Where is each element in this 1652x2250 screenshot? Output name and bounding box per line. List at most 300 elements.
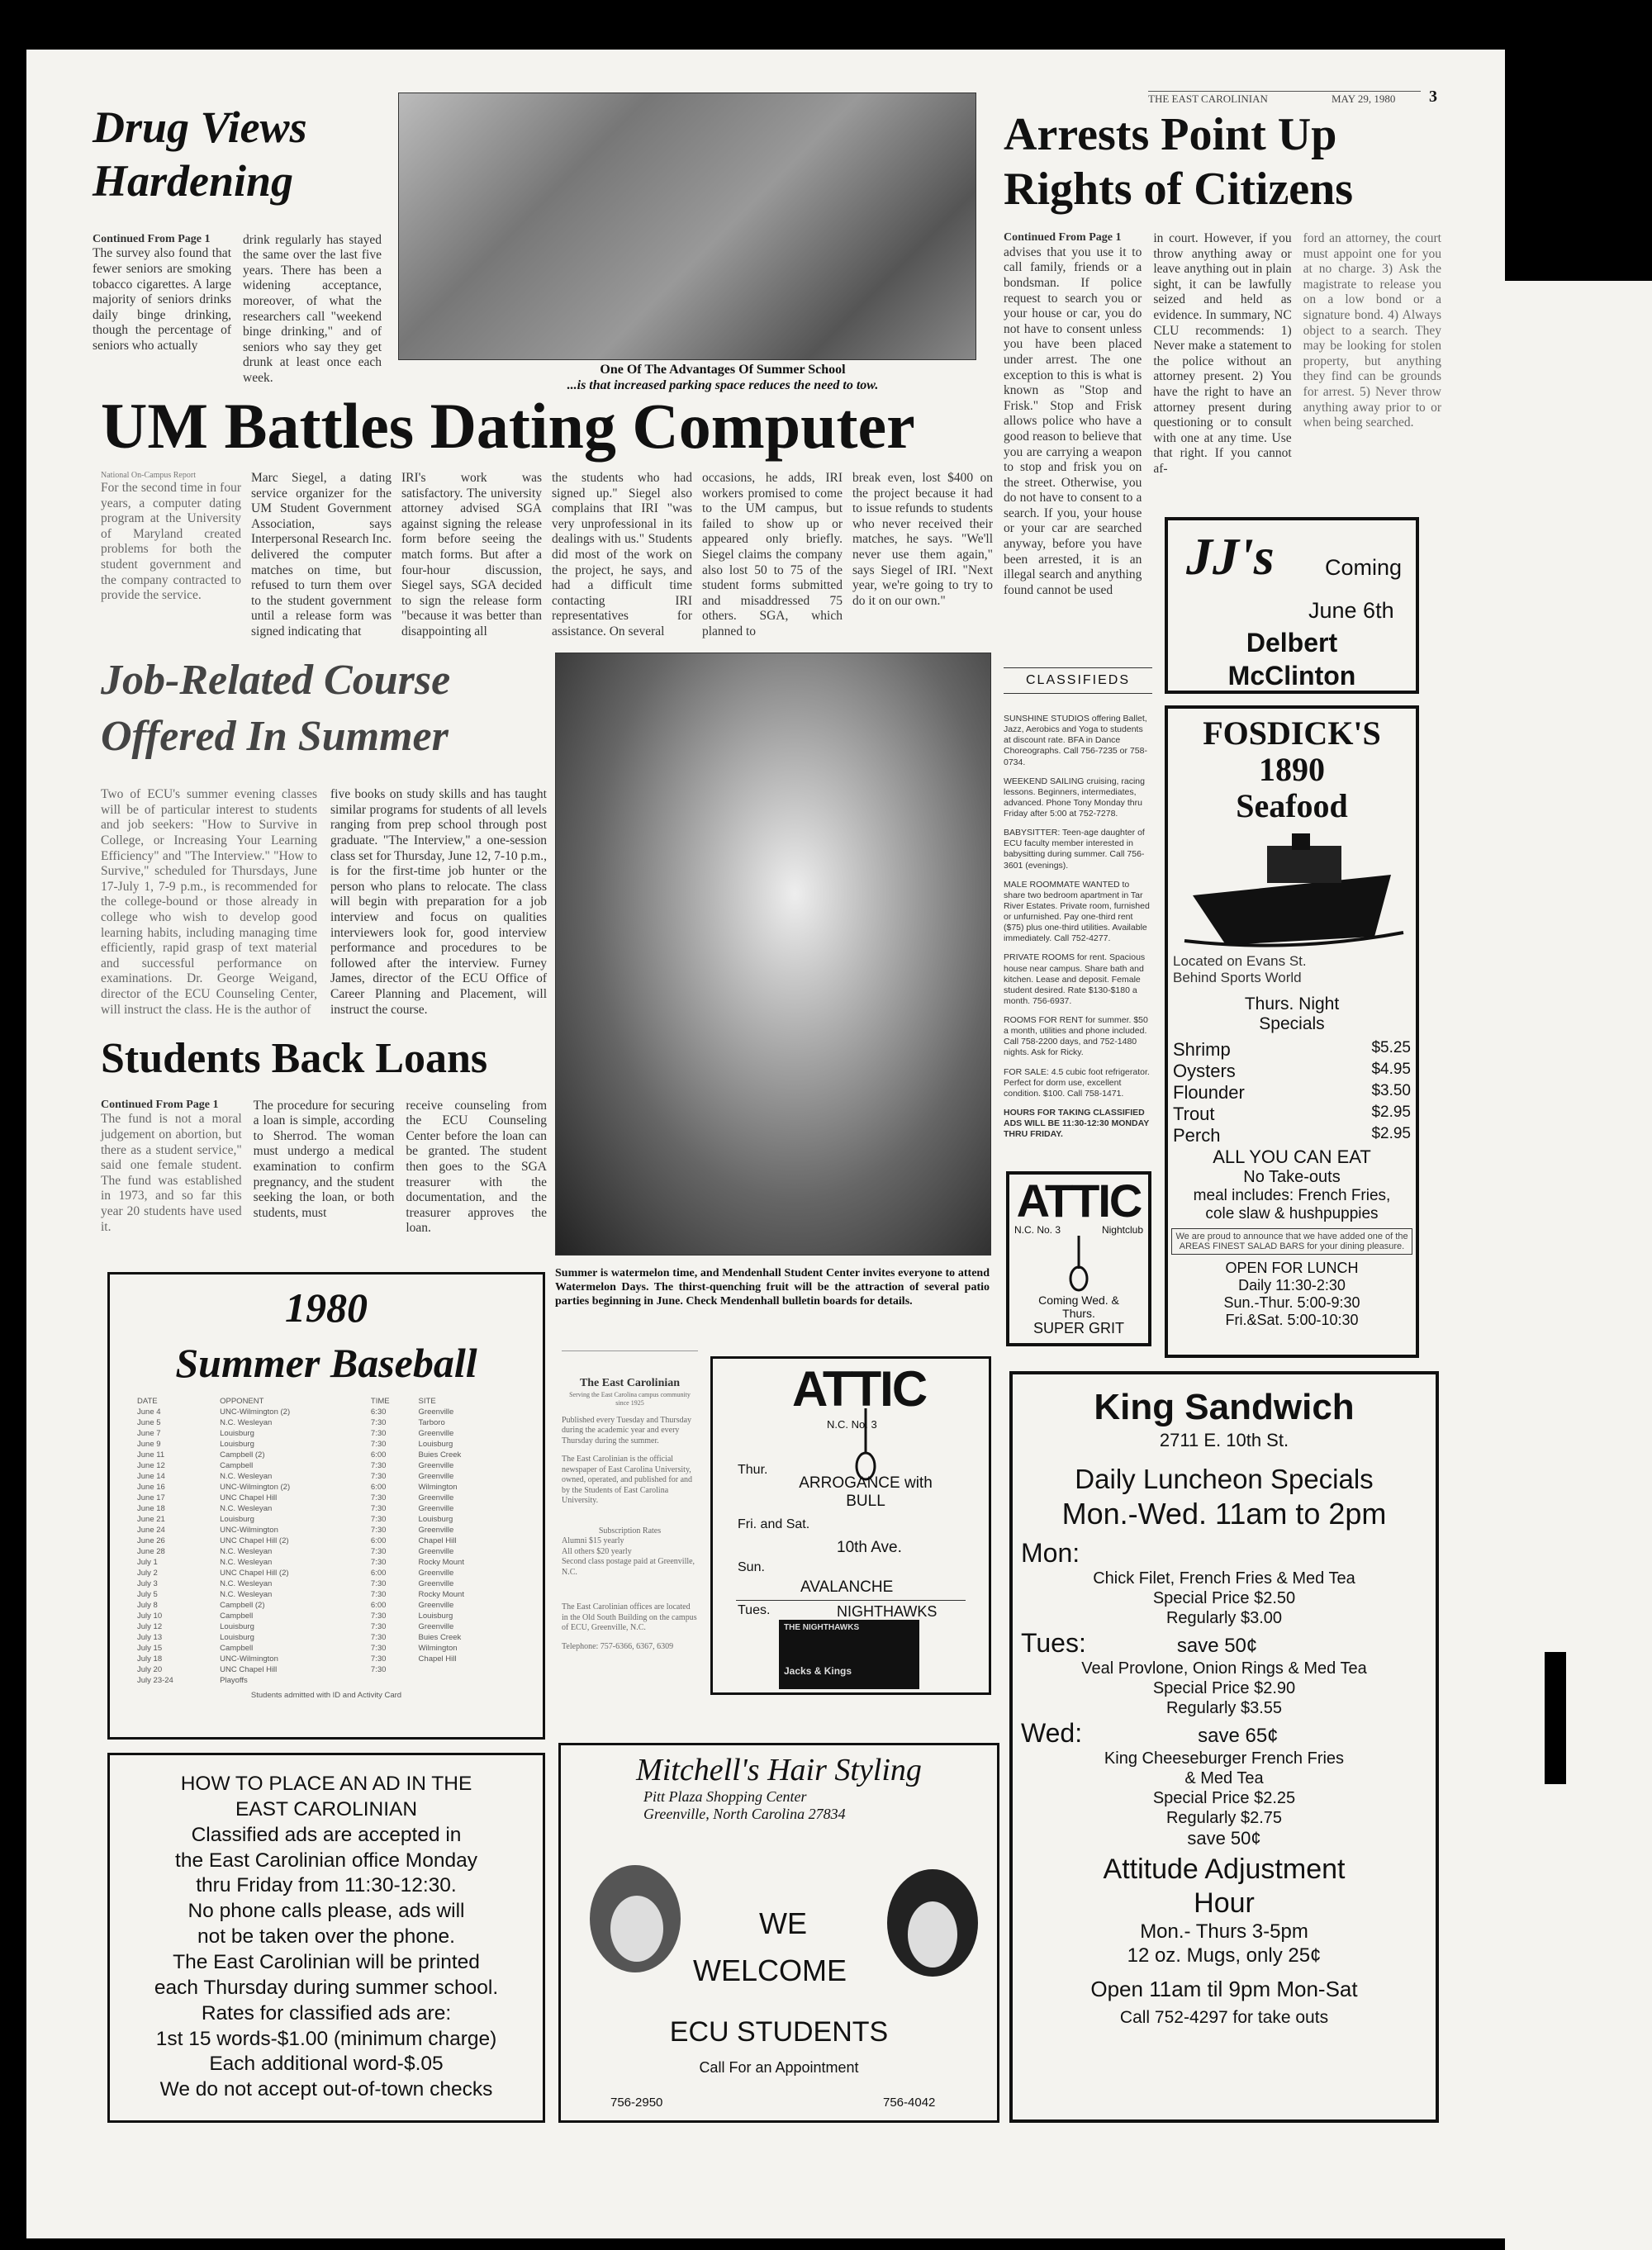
king-attitude1: Attitude Adjustment	[1103, 1854, 1346, 1886]
um-col4: the students who had signed up." Siegel also complains that IRI "was very unprofessional in its dealings with us." Students did most of the work on the project, he says, and had a difficult time contacting IRI representatives for assistance. On several	[552, 471, 692, 638]
row-time: 7:30	[370, 1558, 387, 1567]
row-date: June 28	[137, 1547, 165, 1556]
attic-small-band: SUPER GRIT	[1032, 1320, 1124, 1336]
fosdick-loc2: Behind Sports World	[1173, 970, 1302, 985]
row-opponent: N.C. Wesleyan	[220, 1579, 273, 1588]
fosdick-includes2: cole slaw & hushpuppies	[1205, 1205, 1379, 1222]
fosdick-loc1: Located on Evans St.	[1173, 953, 1307, 969]
howto-lines	[110, 1772, 543, 2103]
row-date: June 21	[137, 1515, 165, 1524]
delbert-ad	[1165, 517, 1419, 694]
row-time: 6:00	[370, 1569, 387, 1578]
king-wed-reg: Regularly $2.75	[1165, 1808, 1283, 1827]
noose-icon	[849, 1408, 882, 1483]
row-site: Louisburg	[418, 1612, 453, 1621]
row-date: July 15	[137, 1644, 163, 1653]
fosdick-ad	[1165, 705, 1419, 1358]
attic-small-coming2: Thurs.	[1062, 1307, 1095, 1320]
schedule-body	[135, 1407, 518, 1686]
king-addr: 2711 E. 10th St.	[1159, 1429, 1289, 1450]
schedule-row	[135, 1557, 518, 1568]
row-opponent: Playoffs	[220, 1676, 248, 1685]
nighthawks-album	[779, 1620, 919, 1689]
row-date: June 5	[137, 1418, 161, 1427]
um-col3: IRI's work was satisfactory. The university attorney advised SGA against signing the release form before seeing the match forms. But after a four-hour discussion, Siegel says, SGA decided to sign the release form "because it was better than disappointing all	[401, 471, 542, 638]
row-time: 7:30	[370, 1504, 387, 1513]
menu-price: $5.25	[1371, 1039, 1411, 1056]
row-date: July 12	[137, 1622, 163, 1631]
watermelon-photo	[555, 653, 991, 1256]
row-opponent: N.C. Wesleyan	[220, 1590, 273, 1599]
menu-price: $3.50	[1371, 1082, 1411, 1099]
caption-title: One Of The Advantages Of Summer School	[600, 363, 846, 377]
menu-row	[1173, 1039, 1411, 1061]
row-site: Rocky Mount	[418, 1558, 464, 1567]
mitchell-addr2: Greenville, North Carolina 27834	[643, 1806, 846, 1822]
row-time: 6:00	[370, 1483, 387, 1492]
fosdick-hours3: Fri.&Sat. 5:00-10:30	[1225, 1312, 1359, 1328]
row-time: 7:30	[370, 1429, 387, 1438]
howto-line: not be taken over the phone.	[197, 1925, 455, 1949]
mitchell-ad	[558, 1743, 999, 2123]
row-date: June 24	[137, 1526, 165, 1535]
row-time: 6:00	[370, 1601, 387, 1610]
um-headline: UM Battles Dating Computer	[101, 390, 915, 462]
row-time: 7:30	[370, 1612, 387, 1621]
mitchell-phone2: 756-4042	[883, 2096, 936, 2110]
schedule-row	[135, 1589, 518, 1600]
drug-col1: The survey also found that fewer seniors are smoking tobacco cigarettes. A large majority of seniors drinks daily binge drinking, though the percentage of seniors who actually	[93, 246, 231, 353]
king-call: Call 752-4297 for take outs	[1119, 2007, 1329, 2027]
row-time: 7:30	[370, 1665, 387, 1674]
row-opponent: N.C. Wesleyan	[220, 1418, 273, 1427]
row-time: 7:30	[370, 1515, 387, 1524]
row-time: 7:30	[370, 1418, 387, 1427]
menu-row	[1173, 1061, 1411, 1082]
row-date: June 26	[137, 1536, 165, 1545]
row-date: June 14	[137, 1472, 165, 1481]
schedule-row	[135, 1632, 518, 1643]
baseball-footer: Students admitted with ID and Activity Card	[250, 1691, 402, 1700]
row-time: 7:30	[370, 1579, 387, 1588]
page-number: 3	[1429, 88, 1437, 106]
loans-article	[101, 1037, 547, 1237]
baseball-schedule	[107, 1272, 545, 1740]
row-site: Greenville	[418, 1493, 454, 1502]
king-sandwich-ad	[1009, 1371, 1439, 2123]
king-title: King Sandwich	[1094, 1387, 1355, 1427]
row-date: July 1	[137, 1558, 158, 1567]
schedule-row	[135, 1621, 518, 1632]
menu-row	[1173, 1104, 1411, 1125]
um-col2: Marc Siegel, a dating service organizer for the UM Student Government Association, says Interpersonal Research Inc. delivered the computer matches on time, but refused to turn them over to the student government until a release form was signed indicating that	[251, 471, 392, 638]
row-date: July 8	[137, 1601, 158, 1610]
arrests-col1: advises that you use it to call family, friends or a bondsman. If police request to search you or your house or car, you do not have to consent unless you have been placed under arrest. The one exception to this is what is known as "Stop and Frisk." Stop and Frisk allows police who have a good reason to believe that you are carrying a weapon to stop and frisk you on the street. Otherwise, you do not have to consent to a search. If you, your house or your car are searched anyway, before you have been arrested, it is an illegal search and anything found cannot be used	[1004, 244, 1142, 597]
king-wed-save2: save 50¢	[1187, 1827, 1261, 1849]
king-mon-reg: Regularly $3.00	[1165, 1608, 1283, 1627]
scan-mark	[1545, 1652, 1566, 1784]
attic-sun-band: AVALANCHE	[800, 1578, 894, 1596]
row-site: Greenville	[418, 1569, 454, 1578]
job-col1: Two of ECU's summer evening classes will be of particular interest to students and job seekers: "How to Survive in College, or Increasing Your Learning Efficiency" and "The Interview." "How to Survive," scheduled for Thursdays, June 17-July 1, 7-9 p.m., is recommended for the college-bound or those already in college who wish to develop good learning habits, including managing time efficiently, rapid grasp of text material and successful performance on examinations. Dr. George Weigand, director of the ECU Counseling Center, will instruct the class. He is the author of	[101, 787, 317, 1017]
schedule-row	[135, 1514, 518, 1525]
king-open: Open 11am til 9pm Mon-Sat	[1090, 1976, 1358, 2001]
fosdick-menu	[1168, 1034, 1416, 1146]
king-tues-reg: Regularly $3.55	[1165, 1698, 1283, 1717]
howto-line: EAST CAROLINIAN	[235, 1797, 418, 1820]
row-time	[368, 1675, 416, 1686]
schedule-row	[135, 1568, 518, 1578]
menu-row	[1173, 1125, 1411, 1146]
attic-ad	[710, 1356, 991, 1695]
row-opponent: N.C. Wesleyan	[220, 1472, 273, 1481]
schedule-row	[135, 1600, 518, 1611]
album-top: THE NIGHTHAWKS	[784, 1623, 860, 1632]
boat-icon	[1168, 829, 1416, 953]
classified-item: SUNSHINE STUDIOS offering Ballet, Jazz, Aerobics and Yoga to students at discount rate. BFA in Dance Choreographs. Call 756-7235 or 758-0734.	[1004, 714, 1147, 767]
row-site: Wilmington	[418, 1483, 458, 1492]
album-bottom: Jacks & Kings	[784, 1665, 852, 1677]
row-opponent: Louisburg	[220, 1429, 254, 1438]
howto-line: Each additional word-$.05	[209, 2053, 444, 2076]
row-time: 7:30	[370, 1547, 387, 1556]
classifieds	[1004, 667, 1152, 1148]
row-site: Greenville	[418, 1407, 454, 1417]
arrests-col2: in court. However, if you throw anything away or leave anything out in plain sight, it can be lawfully seized and held as evidence. In summary, NC CLU recommends: 1) Never make a statement to the police without an attorney present. 2) You have the right to have an attorney present during questioning or to consult with one at any time. Use that right. If you cannot af-	[1153, 231, 1292, 476]
king-wed-item2: & Med Tea	[1184, 1768, 1264, 1787]
fosdick-seafood: Seafood	[1236, 787, 1348, 824]
row-date: June 9	[137, 1440, 161, 1449]
masthead	[562, 1350, 698, 1652]
menu-price: $4.95	[1371, 1061, 1411, 1078]
classified-item: MALE ROOMMATE WANTED to share two bedroom apartment in Tar River Estates. Private room, furnished or unfurnished. Pay one-third rent ($75) plus one-third utilities. Available immediately. Call 752-4277.	[1004, 879, 1150, 944]
row-date: June 16	[137, 1483, 165, 1492]
row-opponent: Campbell	[220, 1644, 254, 1653]
arrests-col3: ford an attorney, the court must appoint one for you at no charge. 3) Ask the magistrate to release you on a low bond or a signature bond. 4) Always object to a search. They may be looking for stolen property, but anything they find can be grounds for arrest. 5) Never throw anything away prior to or when being searched.	[1303, 231, 1441, 430]
king-att-hours: Mon.- Thurs 3-5pm	[1140, 1920, 1308, 1943]
row-time: 7:30	[370, 1461, 387, 1470]
menu-price: $2.95	[1371, 1104, 1411, 1121]
masthead-sub: Serving the East Carolina campus community since 1925	[569, 1390, 691, 1407]
howto-line: The East Carolinian will be printed	[173, 1951, 480, 1974]
attic-fri: Fri. and Sat.	[738, 1517, 810, 1531]
king-attitude2: Hour	[1194, 1887, 1255, 1920]
row-opponent: Campbell	[220, 1461, 254, 1470]
row-site: Rocky Mount	[418, 1590, 464, 1599]
col-time: TIME	[370, 1397, 390, 1406]
row-time: 7:30	[370, 1622, 387, 1631]
howto-ad	[107, 1753, 545, 2123]
classified-item: ROOMS FOR RENT for summer. $50 a month, utilities and phone included. Call 758-2200 days, and 752-1480 nights. Ask for Ricky.	[1004, 1015, 1148, 1058]
fosdick-name: FOSDICK'S	[1203, 714, 1381, 752]
row-site: Louisburg	[418, 1515, 453, 1524]
row-site: Greenville	[418, 1461, 454, 1470]
row-date: June 17	[137, 1493, 165, 1502]
loans-continued: Continued From Page 1	[101, 1098, 219, 1111]
row-opponent: N.C. Wesleyan	[220, 1504, 273, 1513]
drug-article	[93, 101, 382, 387]
schedule-row	[135, 1611, 518, 1621]
row-site: Buies Creek	[418, 1450, 462, 1460]
arrests-continued: Continued From Page 1	[1004, 231, 1122, 244]
classified-item: FOR SALE: 4.5 cubic foot refrigerator. Perfect for dorm use, excellent condition. $100. Call 758-1471.	[1004, 1066, 1150, 1099]
loans-headline: Students Back Loans	[101, 1035, 488, 1082]
delbert-date: June 6th	[1308, 598, 1394, 623]
row-site: Buies Creek	[418, 1633, 462, 1642]
king-att-mugs: 12 oz. Mugs, only 25¢	[1127, 1944, 1322, 1967]
row-opponent: UNC Chapel Hill (2)	[220, 1536, 289, 1545]
row-opponent: Campbell (2)	[220, 1601, 265, 1610]
header-rule	[1148, 91, 1421, 92]
row-site: Chapel Hill	[418, 1536, 457, 1545]
attic-sub: N.C. No. 3	[827, 1418, 877, 1431]
row-site	[416, 1664, 518, 1675]
row-site	[416, 1675, 518, 1686]
row-date: July 18	[137, 1654, 163, 1664]
row-date: July 23-24	[137, 1676, 173, 1685]
schedule-row	[135, 1450, 518, 1460]
classified-item: WEEKEND SAILING cruising, racing lessons. Beginners, intermediates, advanced. Phone Tony Monday thru Friday after 5:00 at 752-7278.	[1004, 776, 1145, 819]
col-date: DATE	[137, 1397, 158, 1406]
row-site: Greenville	[418, 1526, 454, 1535]
fosdick-year: 1890	[1259, 751, 1325, 788]
row-site: Wilmington	[418, 1644, 458, 1653]
attic-band1: ARROGANCE with BULL	[799, 1474, 933, 1510]
drug-headline: Drug Views Hardening	[93, 102, 307, 206]
page-edge	[1505, 281, 1652, 2250]
attic-small-left: N.C. No. 3	[1014, 1224, 1061, 1236]
masthead-title: The East Carolinian	[562, 1350, 698, 1391]
king-wed-save: save 65¢	[1198, 1724, 1279, 1747]
header-paper: THE EAST CAROLINIAN	[1148, 93, 1268, 105]
row-site: Greenville	[418, 1472, 454, 1481]
mitchell-name: Mitchell's Hair Styling	[636, 1753, 922, 1787]
delbert-coming: Coming	[1325, 555, 1403, 580]
king-mon-item: Chick Filet, French Fries & Med Tea	[1093, 1569, 1355, 1588]
row-opponent: Campbell (2)	[220, 1450, 265, 1460]
drug-col2: drink regularly has stayed the same over the last five years. There has been a widening acceptance, moreover, of what the researchers call "weekend binge drinking," and of seniors who say they get drunk at least once each week.	[243, 232, 382, 385]
schedule-row	[135, 1536, 518, 1546]
classified-item: HOURS FOR TAKING CLASSIFIED ADS WILL BE 11:30-12:30 MONDAY THRU FRIDAY.	[1004, 1107, 1150, 1140]
mitchell-we: WE	[759, 1906, 807, 1940]
attic-small-right: Nightclub	[1101, 1224, 1143, 1236]
col-site: SITE	[418, 1397, 436, 1406]
schedule-row	[135, 1503, 518, 1514]
row-date: June 4	[137, 1407, 161, 1417]
row-date: June 7	[137, 1429, 161, 1438]
fosdick-includes1: meal includes: French Fries,	[1193, 1187, 1391, 1204]
schedule-row	[135, 1643, 518, 1654]
fosdick-hours2: Sun.-Thur. 5:00-9:30	[1223, 1294, 1360, 1311]
drug-continued: Continued From Page 1	[93, 232, 211, 245]
schedule-row	[135, 1428, 518, 1439]
schedule-header	[135, 1396, 518, 1407]
row-time: 7:30	[370, 1440, 387, 1449]
masthead-p3: The East Carolinian offices are located in the Old South Building on the campus of ECU, Greenville, N.C.	[562, 1602, 697, 1632]
row-time: 7:30	[370, 1644, 387, 1653]
howto-line: Rates for classified ads are:	[201, 2001, 452, 2025]
row-opponent: UNC-Wilmington (2)	[220, 1407, 291, 1417]
attic-logo: ATTIC	[792, 1361, 927, 1417]
attic-small-logo: ATTIC	[1016, 1175, 1142, 1227]
row-time: 7:30	[370, 1590, 387, 1599]
menu-item: Perch	[1173, 1125, 1221, 1146]
woman-portrait-right	[883, 1865, 990, 1989]
watermelon-caption: Summer is watermelon time, and Mendenhall Student Center invites everyone to attend Watermelon Days. The thirst-quenching fruit will be the attraction of several patio parties beginning in June. Check Mendenhall bulletin boards for details.	[555, 1267, 990, 1308]
masthead-rates2: All others $20 yearly	[562, 1546, 632, 1556]
row-time: 6:00	[370, 1536, 387, 1545]
attic-small-coming1: Coming Wed. &	[1038, 1294, 1119, 1307]
schedule-row	[135, 1578, 518, 1589]
attic-divider	[736, 1600, 966, 1601]
fosdick-notakeouts: No Take-outs	[1243, 1168, 1341, 1186]
fosdick-lunch: OPEN FOR LUNCH	[1225, 1260, 1359, 1276]
row-time: 7:30	[370, 1633, 387, 1642]
king-tues: Tues:	[1021, 1627, 1086, 1658]
row-date: July 20	[137, 1665, 163, 1674]
row-opponent: UNC Chapel Hill	[220, 1665, 278, 1674]
woman-portrait-left	[577, 1861, 685, 1985]
schedule-row	[135, 1546, 518, 1557]
attic-sun: Sun.	[738, 1560, 765, 1574]
caption-text: ...is that increased parking space reduces the need to tow.	[567, 378, 879, 393]
attic-thur: Thur.	[738, 1463, 768, 1477]
parking-photo	[398, 93, 976, 360]
attic-fri-band: 10th Ave.	[837, 1539, 902, 1556]
menu-item: Oysters	[1173, 1061, 1236, 1081]
arrests-article	[1004, 107, 1458, 216]
row-opponent: Louisburg	[220, 1515, 254, 1524]
row-date: July 2	[137, 1569, 158, 1578]
row-site: Tarboro	[418, 1418, 445, 1427]
job-article	[101, 653, 547, 1018]
king-wed: Wed:	[1021, 1717, 1083, 1748]
menu-price: $2.95	[1371, 1125, 1411, 1142]
row-opponent: Louisburg	[220, 1633, 254, 1642]
mitchell-phone1: 756-2950	[610, 2096, 663, 2110]
um-col1: For the second time in four years, a computer dating program at the University of Maryland created problems for both the student government and the company contracted to provide the service.	[101, 481, 241, 603]
row-date: June 11	[137, 1450, 165, 1460]
howto-line: Classified ads are accepted in	[191, 1823, 462, 1846]
row-site: Greenville	[418, 1622, 454, 1631]
row-site: Greenville	[418, 1504, 454, 1513]
king-tues-item: Veal Provlone, Onion Rings & Med Tea	[1081, 1659, 1367, 1678]
row-opponent: UNC-Wilmington	[220, 1526, 278, 1535]
row-time: 6:00	[370, 1450, 387, 1460]
schedule-row	[135, 1654, 518, 1664]
king-tues-save: save 50¢	[1176, 1634, 1258, 1657]
row-opponent: Campbell	[220, 1612, 254, 1621]
mitchell-addr1: Pitt Plaza Shopping Center	[643, 1788, 807, 1805]
um-body	[101, 471, 993, 640]
attic-tues-band: NIGHTHAWKS	[837, 1603, 938, 1620]
howto-line: HOW TO PLACE AN AD IN THE	[180, 1773, 472, 1795]
fosdick-salad: We are proud to announce that we have added one of the AREAS FINEST SALAD BARS for your dining pleasure.	[1171, 1228, 1412, 1255]
masthead-p2: The East Carolinian is the official newspaper of East Carolina University, owned, operated, and published for and by the Students of East Carolina University.	[562, 1455, 693, 1505]
baseball-title: Summer Baseball	[175, 1339, 477, 1386]
row-time: 6:30	[370, 1407, 387, 1417]
delbert-name2: McClinton	[1227, 661, 1356, 691]
row-date: July 5	[137, 1590, 158, 1599]
mitchell-students: ECU STUDENTS	[669, 2016, 889, 2048]
col-opponent: OPPONENT	[220, 1397, 264, 1406]
loans-col1: The fund is not a moral judgement on abortion, but there as a student service," said one female student. The fund was established in 1973, and so far this year 20 students have used it.	[101, 1112, 242, 1234]
king-daily: Daily Luncheon Specials	[1075, 1464, 1374, 1495]
schedule-row	[135, 1407, 518, 1417]
row-date: July 3	[137, 1579, 158, 1588]
um-col6: break even, lost $400 on the project because it had to issue refunds to students who never received their matches, he says. "We'll never use them again," says Siegel of IRI. "Next year, we're going to try to do it on our own."	[852, 471, 993, 608]
fosdick-specials1: Thurs. Night	[1244, 994, 1340, 1013]
noose-icon	[1062, 1236, 1095, 1294]
menu-item: Shrimp	[1173, 1039, 1231, 1060]
classified-list	[1004, 714, 1152, 1140]
row-time: 7:30	[370, 1493, 387, 1502]
row-date: July 13	[137, 1633, 163, 1642]
schedule-table	[110, 1384, 543, 1700]
attic-tues: Tues.	[738, 1603, 771, 1617]
schedule-row	[135, 1471, 518, 1482]
schedule-row	[135, 1417, 518, 1428]
classified-item: BABYSITTER: Teen-age daughter of ECU faculty member interested in babysitting during summer. Call 756-3601 (evenings).	[1004, 828, 1145, 871]
fosdick-specials2: Specials	[1259, 1014, 1325, 1033]
classified-item: PRIVATE ROOMS for rent. Spacious house near campus. Share bath and kitchen. Lease and deposit. Female student desired. Rate $130-$180 a month. 756-6937.	[1004, 952, 1146, 1006]
row-site: Greenville	[418, 1547, 454, 1556]
parking-caption	[463, 362, 983, 393]
howto-line: the East Carolinian office Monday	[175, 1849, 477, 1872]
job-col2: five books on study skills and has taught similar programs for students of all levels ranging from prep school through post graduate. "The Interview," a one-session class set for Thursday, June 12, 7-10 p.m., is for the first-time job hunter or the person who plans to relocate. The class will begin with preparation for a job interview and focus on qualities interviewers look for, good interview performance and procedures to be followed after the interview. Furney James, director of the ECU Office of Career Planning and Placement, will instruct the course.	[330, 787, 547, 1017]
masthead-rates3: Second class postage paid at Greenville, N.C.	[562, 1557, 695, 1577]
schedule-row	[135, 1525, 518, 1536]
menu-item: Trout	[1173, 1104, 1215, 1124]
menu-row	[1173, 1082, 1411, 1104]
loans-col3: receive counseling from the ECU Counseling Center before the loan can be granted. The student then goes to the SGA treasurer with the documentation, and the treasurer approves the loan.	[406, 1098, 548, 1236]
schedule-row	[135, 1493, 518, 1503]
row-opponent: N.C. Wesleyan	[220, 1547, 273, 1556]
menu-item: Flounder	[1173, 1082, 1245, 1103]
row-opponent: Louisburg	[220, 1440, 254, 1449]
fosdick-hours1: Daily 11:30-2:30	[1238, 1277, 1346, 1294]
delbert-name1: Delbert	[1246, 628, 1338, 657]
um-byline: National On-Campus Report	[101, 471, 196, 480]
row-opponent: UNC-Wilmington (2)	[220, 1483, 291, 1492]
king-mon: Mon:	[1021, 1537, 1080, 1568]
masthead-phone: Telephone: 757-6366, 6367, 6309	[562, 1641, 674, 1651]
howto-line: No phone calls please, ads will	[188, 1900, 465, 1923]
schedule-row	[135, 1460, 518, 1471]
row-site: Greenville	[418, 1579, 454, 1588]
fosdick-ayce: ALL YOU CAN EAT	[1213, 1146, 1371, 1167]
row-site: Chapel Hill	[418, 1654, 457, 1664]
row-time: 7:30	[370, 1472, 387, 1481]
howto-line: 1st 15 words-$1.00 (minimum charge)	[155, 2027, 497, 2050]
loans-col2: The procedure for securing a loan is simple, according to Sherrod. The woman must undergo a medical examination to confirm pregnancy, and the student seeking the loan, or both students, must	[253, 1098, 395, 1220]
attic-small-ad	[1006, 1171, 1151, 1346]
schedule-row	[135, 1675, 518, 1686]
row-site: Greenville	[418, 1601, 454, 1610]
masthead-rates1: Alumni $15 yearly	[562, 1536, 624, 1545]
row-time: 7:30	[370, 1654, 387, 1664]
schedule-row	[135, 1664, 518, 1675]
schedule-row	[135, 1439, 518, 1450]
arrests-headline: Arrests Point Up Rights of Citizens	[1004, 109, 1354, 216]
masthead-rates-title: Subscription Rates	[598, 1526, 662, 1536]
king-mon-special: Special Price $2.50	[1152, 1588, 1296, 1607]
king-tues-special: Special Price $2.90	[1152, 1678, 1296, 1697]
row-opponent: UNC Chapel Hill	[220, 1493, 278, 1502]
row-site: Greenville	[418, 1429, 454, 1438]
jjs-logo: JJ's	[1186, 527, 1275, 586]
row-time: 7:30	[370, 1526, 387, 1535]
